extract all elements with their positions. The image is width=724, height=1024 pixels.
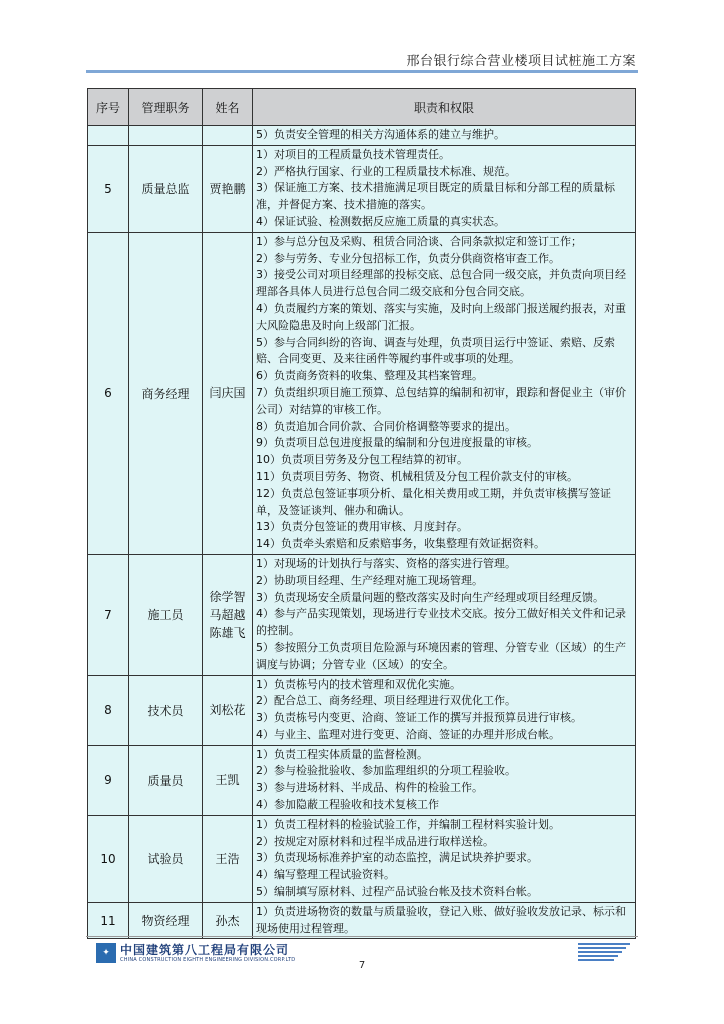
duty-item: 4）参加隐蔽工程验收和技术复核工作 bbox=[256, 798, 439, 812]
row-person-names bbox=[203, 126, 253, 146]
row-person-names bbox=[203, 232, 253, 554]
row-role: 质量总监 bbox=[129, 145, 203, 232]
row-role: 试验员 bbox=[129, 815, 203, 902]
person-name: 徐学智 bbox=[209, 589, 246, 604]
duty-item: 6）负责商务资料的收集、整理及其档案管理。 bbox=[256, 369, 483, 383]
duty-item: 5）参与合同纠纷的咨询、调查与处理，负责项目运行中签证、索赔、反索赔、合同变更、及来往函件等履约事件或事项的处理。 bbox=[256, 335, 615, 366]
duty-item: 1）对现场的计划执行与落实、资格的落实进行管理。 bbox=[256, 556, 516, 570]
row-number: 5 bbox=[88, 145, 129, 232]
row-person-names bbox=[203, 815, 253, 902]
row-duties bbox=[253, 554, 636, 675]
row-number: 8 bbox=[88, 675, 129, 745]
row-number: 9 bbox=[88, 745, 129, 815]
person-name: 孙杰 bbox=[215, 913, 240, 928]
duties-table bbox=[87, 88, 636, 939]
company-logo: ✦ bbox=[96, 943, 116, 963]
page-number: 7 bbox=[358, 960, 366, 971]
header-divider bbox=[86, 70, 638, 73]
duty-item: 11）负责项目劳务、物资、机械租赁及分包工程价款支付的审核。 bbox=[256, 469, 578, 483]
person-name: 刘松花 bbox=[209, 703, 246, 718]
duty-item: 2）协助项目经理、生产经理对施工现场管理。 bbox=[256, 573, 483, 587]
row-duties bbox=[253, 902, 636, 939]
duty-item: 2）参与劳务、专业分包招标工作，负责分供商资格审查工作。 bbox=[256, 251, 560, 265]
row-number: 6 bbox=[88, 232, 129, 554]
row-number bbox=[88, 126, 129, 146]
person-name: 王凯 bbox=[215, 773, 240, 788]
table-row bbox=[88, 815, 636, 902]
person-name: 闫庆国 bbox=[209, 386, 246, 401]
row-duties bbox=[253, 126, 636, 146]
duty-item: 3）负责现场安全质量问题的整改落实及时向生产经理或项目经理反馈。 bbox=[256, 590, 604, 604]
table-row bbox=[88, 126, 636, 146]
row-duties bbox=[253, 815, 636, 902]
duty-item: 2）配合总工、商务经理、项目经理进行双优化工作。 bbox=[256, 694, 516, 708]
duty-item: 4）负责履约方案的策划、落实与实施，及时向上级部门报送履约报表，对重大风险隐患及时向上级部门汇报。 bbox=[256, 301, 626, 332]
row-role: 物资经理 bbox=[129, 902, 203, 939]
row-role: 商务经理 bbox=[129, 232, 203, 554]
footer-divider bbox=[86, 936, 638, 937]
row-person-names bbox=[203, 745, 253, 815]
header-role: 管理职务 bbox=[129, 89, 203, 126]
duty-item: 4）编写整理工程试验资料。 bbox=[256, 868, 395, 882]
row-role bbox=[129, 126, 203, 146]
row-role: 技术员 bbox=[129, 675, 203, 745]
header-number: 序号 bbox=[88, 89, 129, 126]
duty-item: 5）参按照分工负责项目危险源与环境因素的管理、分管专业（区域）的生产调度与协调；分管专业（区域）的安全。 bbox=[256, 640, 626, 671]
duty-item: 1）负责进场物资的数量与质量验收，登记入账、做好验收发放记录、标示和现场使用过程管理。 bbox=[256, 904, 626, 935]
duty-item: 2）参与检验批验收、参加监理组织的分项工程验收。 bbox=[256, 764, 516, 778]
duty-item: 4）保证试验、检测数据反应施工质量的真实状态。 bbox=[256, 214, 505, 228]
table-header-row bbox=[88, 89, 636, 126]
header-duties: 职责和权限 bbox=[253, 89, 636, 126]
company-name-cn: 中国建筑第八工程局有限公司 bbox=[120, 943, 290, 957]
row-role: 施工员 bbox=[129, 554, 203, 675]
company-name-en: CHINA CONSTRUCTION EIGHTH ENGINEERING DIVISION.CORP.LTD bbox=[120, 957, 296, 963]
row-number: 10 bbox=[88, 815, 129, 902]
table-row bbox=[88, 554, 636, 675]
row-person-names bbox=[203, 902, 253, 939]
duty-item: 1）负责栋号内的技术管理和双优化实施。 bbox=[256, 677, 461, 691]
duty-item: 3）接受公司对项目经理部的投标交底、总包合同一级交底，并负责向项目经理部各具体人员进行总包合同二级交底和分包合同交底。 bbox=[256, 268, 626, 299]
row-duties bbox=[253, 745, 636, 815]
duty-item: 3）参与进场材料、半成品、构件的检验工作。 bbox=[256, 781, 483, 795]
row-role: 质量员 bbox=[129, 745, 203, 815]
document-header-title: 邢台银行综合营业楼项目试桩施工方案 bbox=[406, 54, 636, 69]
table-row bbox=[88, 145, 636, 232]
duty-item: 5）编制填写原材料、过程产品试验台帐及技术资料台帐。 bbox=[256, 885, 538, 899]
duty-item: 5）负责安全管理的相关方沟通体系的建立与维护。 bbox=[256, 128, 505, 141]
duty-item: 3）负责现场标准养护室的动态监控，满足试块养护要求。 bbox=[256, 851, 538, 865]
duty-item: 4）参与产品实现策划，现场进行专业技术交底。按分工做好相关文件和记录的控制。 bbox=[256, 607, 626, 638]
duty-item: 14）负责牵头索赔和反索赔事务，收集整理有效证据资料。 bbox=[256, 537, 545, 551]
row-person-names bbox=[203, 145, 253, 232]
row-duties bbox=[253, 675, 636, 745]
duty-item: 1）负责工程实体质量的监督检测。 bbox=[256, 747, 428, 761]
duty-item: 1）参与总分包及采购、租赁合同洽谈、合同条款拟定和签订工作； bbox=[256, 234, 582, 248]
row-person-names bbox=[203, 554, 253, 675]
person-name: 王浩 bbox=[215, 851, 240, 866]
person-name: 贾艳鹏 bbox=[209, 181, 246, 196]
duty-item: 2）严格执行国家、行业的工程质量技术标准、规范。 bbox=[256, 164, 516, 178]
person-name: 陈雄飞 bbox=[209, 625, 246, 640]
duty-item: 1）负责工程材料的检验试验工作，并编制工程材料实验计划。 bbox=[256, 817, 560, 831]
duty-item: 2）按规定对原材料和过程半成品进行取样送检。 bbox=[256, 834, 494, 848]
row-duties bbox=[253, 145, 636, 232]
table-row bbox=[88, 745, 636, 815]
duty-item: 9）负责项目总包进度报量的编制和分包进度报量的审核。 bbox=[256, 436, 538, 450]
duty-item: 3）负责栋号内变更、洽商、签证工作的撰写并报预算员进行审核。 bbox=[256, 711, 582, 725]
row-duties bbox=[253, 232, 636, 554]
duty-item: 4）与业主、监理对进行变更、洽商、签证的办理并形成台帐。 bbox=[256, 727, 560, 741]
duty-item: 1）对项目的工程质量负技术管理责任。 bbox=[256, 147, 450, 161]
table-row bbox=[88, 232, 636, 554]
duty-item: 3）保证施工方案、技术措施满足项目既定的质量目标和分部工程的质量标准，并督促方案、技术措施的落实。 bbox=[256, 181, 615, 212]
duty-item: 12）负责总包签证事项分析、量化相关费用或工期，并负责审核撰写签证单，及签证谈判、催办和确认。 bbox=[256, 486, 611, 517]
table-row bbox=[88, 902, 636, 939]
duty-item: 13）负责分包签证的费用审核、月度封存。 bbox=[256, 520, 468, 534]
person-name: 马超越 bbox=[209, 607, 246, 622]
row-person-names bbox=[203, 675, 253, 745]
table-body bbox=[88, 126, 636, 939]
row-number: 11 bbox=[88, 902, 129, 939]
table-row bbox=[88, 675, 636, 745]
header-name: 姓名 bbox=[203, 89, 253, 126]
row-number: 7 bbox=[88, 554, 129, 675]
duty-item: 8）负责追加合同价款、合同价格调整等要求的提出。 bbox=[256, 419, 516, 433]
duty-item: 10）负责项目劳务及分包工程结算的初审。 bbox=[256, 453, 468, 467]
duty-item: 7）负责组织项目施工预算、总包结算的编制和初审，跟踪和督促业主（审价公司）对结算的审核工作。 bbox=[256, 385, 626, 416]
